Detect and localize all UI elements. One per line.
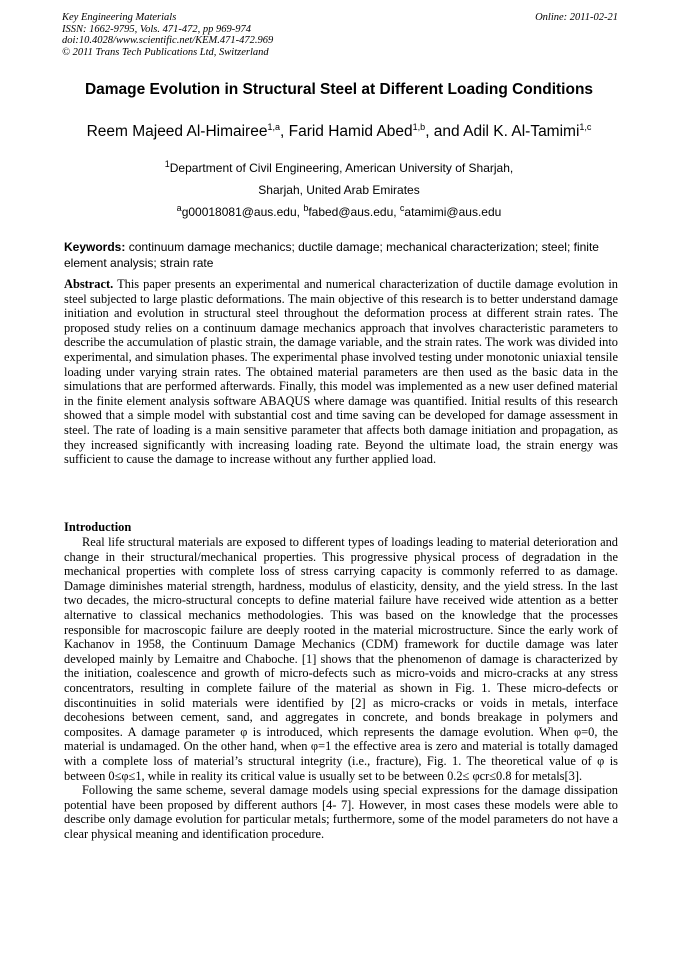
abstract — [64, 277, 618, 467]
issn-line: ISSN: 1662-9795, Vols. 471-472, pp 969-974 — [62, 23, 251, 35]
copyright-line: © 2011 Trans Tech Publications Ltd, Switzerland — [62, 46, 269, 58]
email-separator: , — [393, 205, 400, 219]
email-link[interactable]: g00018081@aus.edu — [181, 205, 297, 219]
author-separator: , and — [425, 123, 464, 140]
author-affiliation-mark: 1,c — [579, 121, 592, 132]
affiliation-location: Sharjah, United Arab Emirates — [258, 183, 420, 197]
abstract-label: Abstract. — [64, 277, 114, 291]
journal-header — [62, 12, 618, 58]
email-mark: a — [176, 203, 182, 213]
keywords — [64, 240, 618, 271]
introduction-paragraph: Real life structural materials are exposed to different types of loadings leading to material deterioration and change in their structural/mechanical properties. This progressive physical process of degradation in the mechanical properties with complete loss of stress carrying capacity is commonly referred to as damage. Damage diminishes material strength, hardness, modulus of elasticity, density, and the yield stress. In the last two decades, the micro-structural concepts to define material failure have received wide attention as a better alternative to classical mechanics methodologies. This was based on the knowledge that the processes responsible for macroscopic failure are deeply rooted in the material microstructure. Since the early work of Kachanov in 1958, the Continuum Damage Mechanics (CDM) framework for ductile damage was later developed mainly by Lemaitre and Chaboche. [1] shows that the phenomenon of damage is characterized by the initiation, coalescence and growth of micro-defects such as micro-voids and micro-cracks at any stress concentrators, resulting in complete failure of the material as shown in Fig. 1. These micro-defects or discontinuities in solid materials were identified by [2] as micro-cracks or voids in metals, interface decohesions between cement, sand, and aggregates in concrete, and bonds breakage in polymers and composites. A damage parameter φ is introduced, which represents the damage evolution. When φ=0, the material is undamaged. On the other hand, when φ=1 the effective area is zero and material is totally damaged with a complete loss of material’s structural integrity (i.e., fracture), Fig. 1. The theoretical value of φ is between 0≤φ≤1, while in reality its critical value is usually set to be between 0.2≤ φcr≤0.8 for metals[3]. — [64, 535, 618, 783]
keywords-text: continuum damage mechanics; ductile damage; mechanical characterization; steel; finite element analysis; strain rate — [64, 240, 599, 270]
email-separator: , — [296, 205, 304, 219]
email-mark: b — [303, 203, 309, 213]
online-date: Online: 2011-02-21 — [535, 12, 618, 23]
journal-name: Key Engineering Materials — [62, 12, 177, 23]
email-link[interactable]: fabed@aus.edu — [308, 205, 394, 219]
affiliation-department: Department of Civil Engineering, American University of Sharjah, — [169, 161, 514, 175]
affiliation-line-1 — [40, 161, 638, 176]
doi-line[interactable]: doi:10.4028/www.scientific.net/KEM.471-472.969 — [62, 35, 274, 47]
email-mark: c — [399, 203, 405, 213]
abstract-text: This paper presents an experimental and numerical characterization of ductile damage evolution in steel subjected to large plastic deformations. The main objective of this research is to better understand damage initiation and evolution in structural steel throughout the deformation process at different strain rates. The proposed study relies on a continuum damage mechanics approach that involves characteristic parameters to describe the accumulation of plastic strain, the damage variable, and the strain rates. The work was divided into experimental, and simulation phases. The experimental phase involved testing under monotonic uniaxial tensile loading under varying strain rates. The obtained material parameters are then used as the basic data in the simulations that are performed afterwards. Finally, this model was implemented as a new user defined material in the finite element analysis software ABAQUS where damage was quantified. Initial results of this research showed that a simple model with substantial cost and time saving can be developed for damage assessment in steel. The rate of loading is a main sensitive parameter that affects both damage initiation and propagation, as they increased significantly with increasing loading rate. Beyond the ultimate load, the strain energy was sufficient to cause the damage to increase without any further applied load. — [64, 277, 619, 467]
author-list — [20, 122, 658, 142]
author-affiliation-mark: 1,a — [267, 121, 280, 132]
email-link[interactable]: atamimi@aus.edu — [404, 205, 502, 219]
affiliation-number: 1 — [164, 159, 170, 169]
author-name: Farid Hamid Abed — [288, 123, 413, 140]
author-affiliation-mark: 1,b — [412, 121, 426, 132]
author-name: Reem Majeed Al-Himairee — [86, 123, 268, 140]
introduction-heading: Introduction — [64, 520, 132, 534]
email-line — [40, 205, 638, 220]
introduction-body — [64, 535, 618, 841]
paper-title: Damage Evolution in Structural Steel at Different Loading Conditions — [84, 81, 594, 98]
author-separator: , — [279, 123, 289, 140]
keywords-label: Keywords: — [64, 240, 126, 254]
introduction-paragraph: Following the same scheme, several damage models using special expressions for the damage dissipation potential have been proposed by different authors [4- 7]. However, in most cases these models were able to describe only damage evolution for particular metals; furthermore, some of the model parameters do not have a clear physical meaning and identification procedure. — [64, 783, 618, 841]
affiliation-line-2 — [40, 183, 638, 198]
author-name: Adil K. Al-Tamimi — [463, 123, 580, 140]
